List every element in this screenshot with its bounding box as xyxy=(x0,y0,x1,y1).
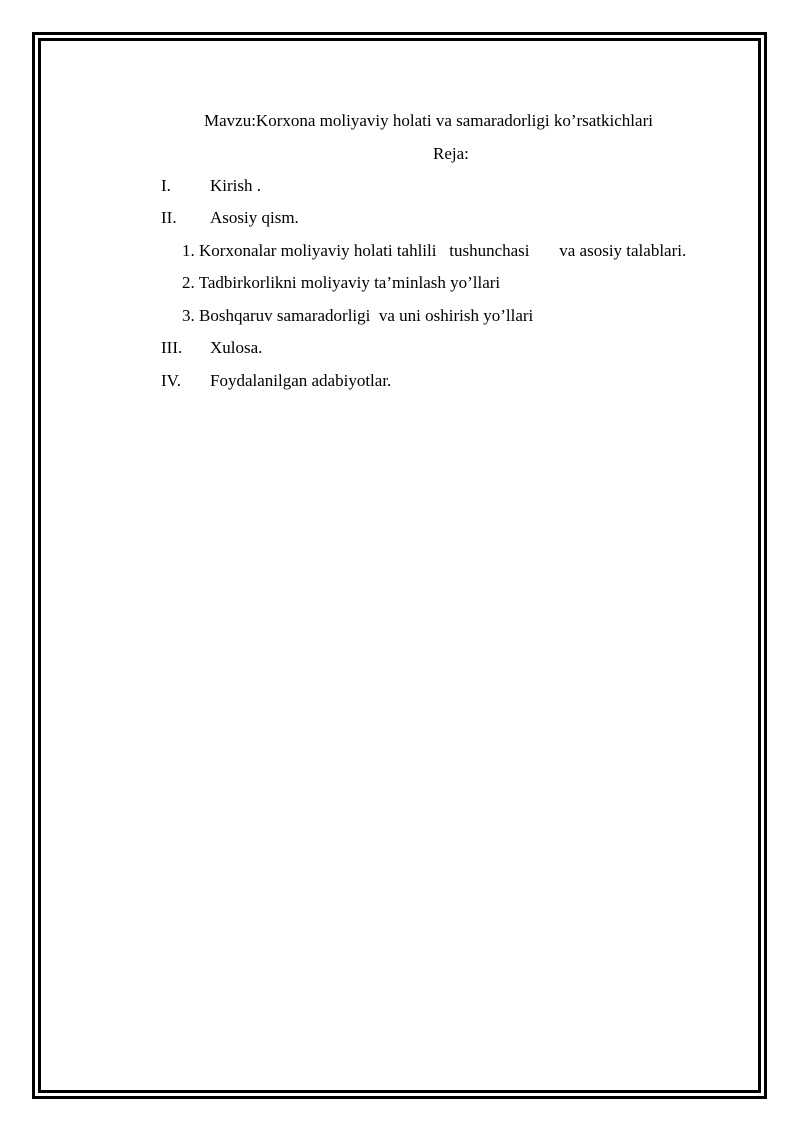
subsection-3: 3. Boshqaruv samaradorligi va uni oshirish yo’llari xyxy=(182,306,534,325)
section-label-4: Foydalanilgan adabiyotlar. xyxy=(210,371,392,390)
page-border-inner xyxy=(38,38,761,1093)
document-title: Mavzu:Korxona moliyaviy holati va samaradorligi ko’rsatkichlari xyxy=(204,111,653,130)
section-label-2: Asosiy qism. xyxy=(210,208,299,227)
plan-heading: Reja: xyxy=(433,144,469,163)
section-numeral-1: I. xyxy=(161,176,171,195)
subsection-2: 2. Tadbirkorlikni moliyaviy ta’minlash yo’llari xyxy=(182,273,501,292)
section-numeral-4: IV. xyxy=(161,371,181,390)
subsection-1: 1. Korxonalar moliyaviy holati tahlili tushunchasi va asosiy talablari. xyxy=(182,241,687,260)
section-label-1: Kirish . xyxy=(210,176,261,195)
section-numeral-3: III. xyxy=(161,338,183,357)
section-numeral-2: II. xyxy=(161,208,177,227)
section-label-3: Xulosa. xyxy=(210,338,263,357)
